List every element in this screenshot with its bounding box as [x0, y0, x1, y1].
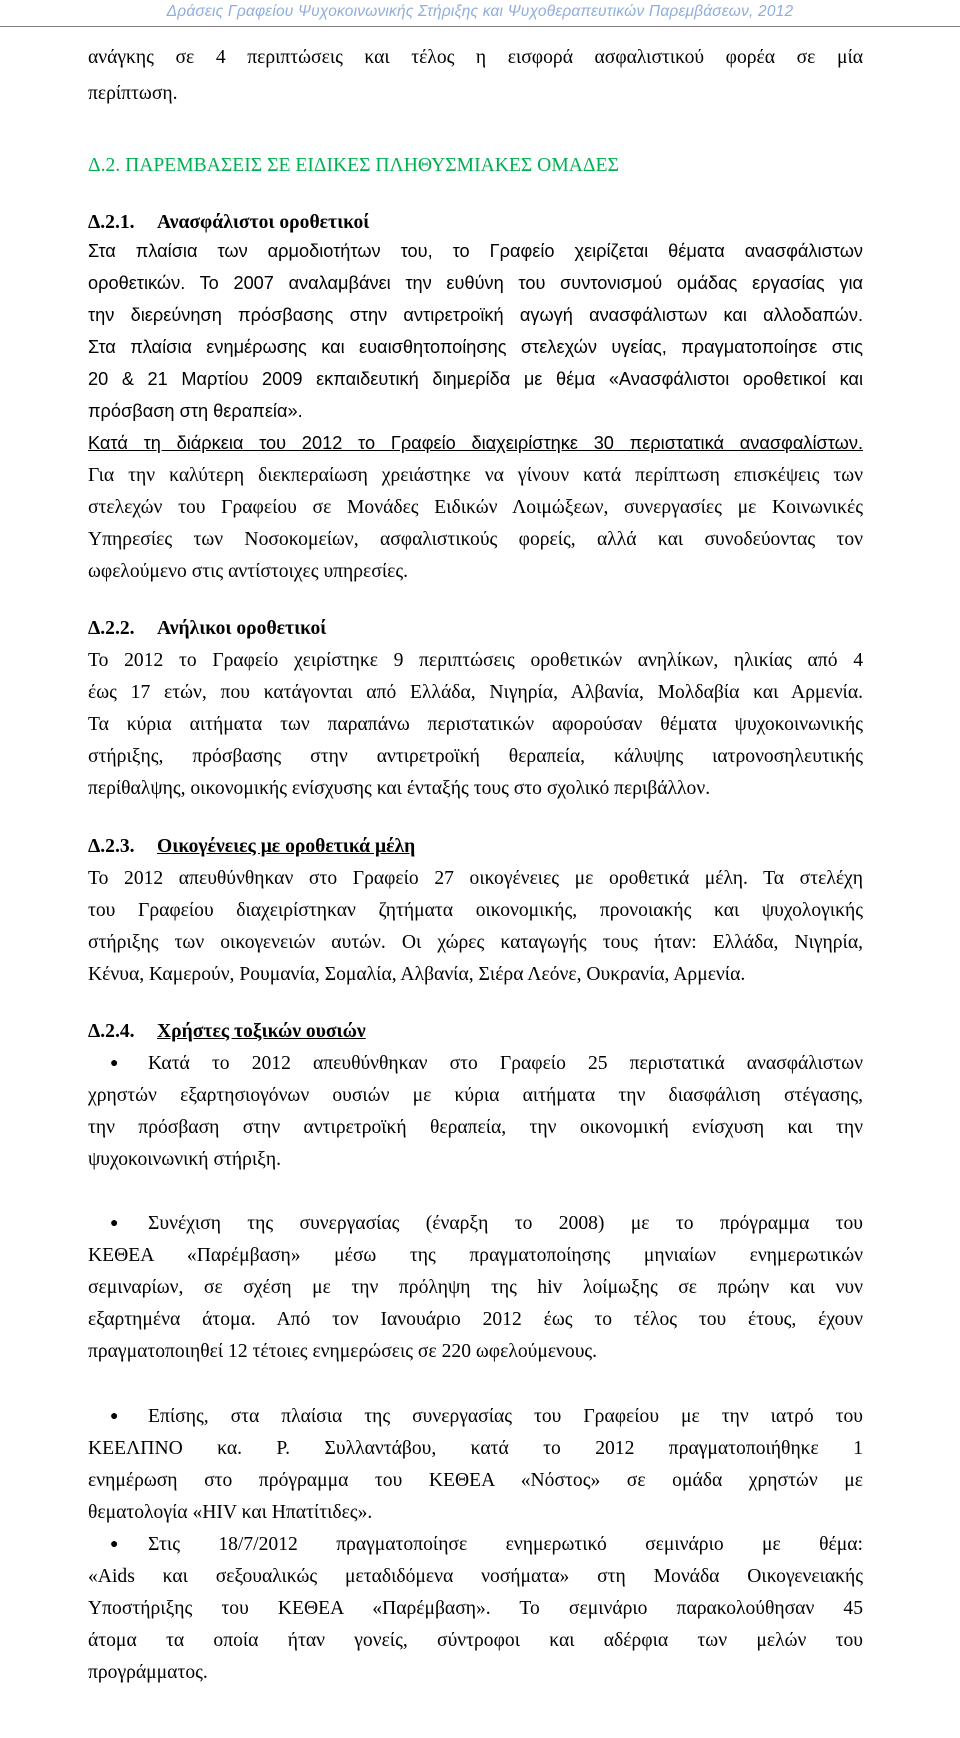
bullet-dot-icon: ● — [110, 1409, 119, 1424]
paragraph-line: Συνέχιση της συνεργασίας (έναρξη το 2008) με το πρόγραμμα του — [148, 1213, 863, 1234]
paragraph-line: ΚΕΘΕΑ «Παρέμβαση» μέσω της πραγματοποίησης μηνιαίων ενημερωτικών — [88, 1245, 863, 1266]
paragraph-line: ΚΕΕΛΠΝΟ κα. Ρ. Συλλαντάβου, κατά το 2012 πραγματοποιήθηκε 1 — [88, 1438, 863, 1459]
paragraph-line: Στις 18/7/2012 πραγματοποίησε ενημερωτικό σεμινάριο με θέμα: — [148, 1534, 863, 1555]
paragraph-line: Το 2012 απευθύνθηκαν στο Γραφείο 27 οικογένειες με οροθετικά μέλη. Τα στελέχη — [88, 868, 863, 889]
bullet-dot-icon: ● — [110, 1216, 119, 1231]
paragraph-line: εξαρτημένα άτομα. Από τον Ιανουάριο 2012 έως το τέλος του έτους, έχουν — [88, 1309, 863, 1330]
running-header: Δράσεις Γραφείου Ψυχοκοινωνικής Στήριξης και Ψυχοθεραπευτικών Παρεμβάσεων, 2012 — [166, 3, 794, 20]
paragraph-line: ψυχοκοινωνική στήριξη. — [88, 1149, 282, 1170]
paragraph-line: την διερεύνηση πρόσβασης στην αντιρετροϊκή αγωγή ανασφάλιστων και αλλοδαπών. — [88, 305, 863, 325]
paragraph-line: ωφελούμενο στις αντίστοιχες υπηρεσίες. — [88, 561, 409, 582]
subsection-title: Ανήλικοι οροθετικοί — [157, 618, 327, 639]
subsection-number: Δ.2.3. — [88, 836, 135, 857]
bullet-dot-icon: ● — [110, 1537, 119, 1552]
paragraph-line: πρόσβαση στη θεραπεία». — [88, 401, 303, 421]
subsection-title: Οικογένειες με οροθετικά μέλη — [157, 836, 416, 857]
paragraph-line: Επίσης, στα πλαίσια της συνεργασίας του Γραφείου με την ιατρό του — [148, 1406, 863, 1427]
paragraph-line: οροθετικών. Το 2007 αναλαμβάνει την ευθύνη του συντονισμού ομάδας εργασίας για — [88, 273, 863, 293]
section-title: Δ.2. ΠΑΡΕΜΒΑΣΕΙΣ ΣΕ ΕΙΔΙΚΕΣ ΠΛΗΘΥΣΜΙΑΚΕΣ ΟΜΑΔΕΣ — [88, 155, 619, 176]
header-rule — [0, 26, 960, 27]
paragraph-line: στήριξης, πρόσβασης στην αντιρετροϊκή θεραπεία, κάλυψης ιατρονοσηλευτικής — [88, 746, 863, 767]
paragraph-line: στήριξης των οικογενειών αυτών. Οι χώρες καταγωγής τους ήταν: Ελλάδα, Νιγηρία, — [88, 932, 863, 953]
paragraph-line: την πρόσβαση στην αντιρετροϊκή θεραπεία, την οικονομική ενίσχυση και την — [88, 1117, 863, 1138]
paragraph-line: του Γραφείου διαχειρίστηκαν ζητήματα οικονομικής, προνοιακής και ψυχολογικής — [88, 900, 863, 921]
paragraph-line: έως 17 ετών, που κατάγονται από Ελλάδα, Νιγηρία, Αλβανία, Μολδαβία και Αρμενία. — [88, 682, 863, 703]
paragraph-line: πραγματοποιηθεί 12 τέτοιες ενημερώσεις σε 220 ωφελούμενους. — [88, 1341, 598, 1362]
paragraph-line: Κατά τη διάρκεια του 2012 το Γραφείο διαχειρίστηκε 30 περιστατικά ανασφαλίστων. — [88, 433, 863, 453]
subsection-number: Δ.2.2. — [88, 618, 135, 639]
paragraph-line: Υπηρεσίες των Νοσοκομείων, ασφαλιστικούς φορείς, αλλά και συνοδεύοντας τον — [88, 529, 863, 550]
paragraph-line: Στα πλαίσια ενημέρωσης και ευαισθητοποίησης στελεχών υγείας, πραγματοποίησε στις — [88, 337, 863, 357]
paragraph-line: προγράμματος. — [88, 1662, 208, 1683]
paragraph-line: στελεχών του Γραφείου σε Μονάδες Ειδικών Λοιμώξεων, συνεργασίες με Κοινωνικές — [88, 497, 863, 518]
subsection-number: Δ.2.1. — [88, 212, 135, 233]
subsection-title: Χρήστες τοξικών ουσιών — [157, 1021, 366, 1042]
paragraph-line: Για την καλύτερη διεκπεραίωση χρειάστηκε να γίνουν κατά περίπτωση επισκέψεις των — [88, 465, 863, 486]
paragraph-line: περίθαλψης, οικονομικής ενίσχυσης και ένταξής τους στο σχολικό περιβάλλον. — [88, 778, 711, 799]
paragraph-line: χρηστών εξαρτησιογόνων ουσιών με κύρια αιτήματα την διασφάλιση στέγασης, — [88, 1085, 863, 1106]
paragraph-line: Το 2012 το Γραφείο χειρίστηκε 9 περιπτώσεις οροθετικών ανηλίκων, ηλικίας από 4 — [88, 650, 863, 671]
paragraph-line: Κένυα, Καμερούν, Ρουμανία, Σομαλία, Αλβανία, Σιέρα Λεόνε, Ουκρανία, Αρμενία. — [88, 964, 746, 985]
subsection-title: Ανασφάλιστοι οροθετικοί — [157, 212, 370, 233]
paragraph-line: Υποστήριξης του ΚΕΘΕΑ «Παρέμβαση». Το σεμινάριο παρακολούθησαν 45 — [88, 1598, 863, 1619]
paragraph-line: άτομα τα οποία ήταν γονείς, σύντροφοι και αδέρφια των μελών του — [88, 1630, 863, 1651]
paragraph-line: ενημέρωση στο πρόγραμμα του ΚΕΘΕΑ «Νόστος» σε ομάδα χρηστών με — [88, 1470, 863, 1491]
paragraph-line: Κατά το 2012 απευθύνθηκαν στο Γραφείο 25 περιστατικά ανασφάλιστων — [148, 1053, 863, 1074]
paragraph-line: Στα πλαίσια των αρμοδιοτήτων του, το Γραφείο χειρίζεται θέματα ανασφάλιστων — [88, 241, 863, 261]
paragraph-line: θεματολογία «HIV και Ηπατίτιδες». — [88, 1502, 373, 1523]
paragraph-line: σεμιναρίων, σε σχέση με την πρόληψη της hiv λοίμωξης σε πρώην και νυν — [88, 1277, 863, 1298]
bullet-dot-icon: ● — [110, 1056, 119, 1071]
subsection-number: Δ.2.4. — [88, 1021, 135, 1042]
paragraph-line: Τα κύρια αιτήματα των παραπάνω περιστατικών αφορούσαν θέματα ψυχοκοινωνικής — [88, 714, 863, 735]
paragraph-line: ανάγκης σε 4 περιπτώσεις και τέλος η εισφορά ασφαλιστικού φορέα σε μία — [88, 47, 863, 68]
paragraph-line: «Aids και σεξουαλικώς μεταδιδόμενα νοσήματα» στη Μονάδα Οικογενειακής — [88, 1566, 863, 1587]
paragraph-line: περίπτωση. — [88, 83, 178, 104]
paragraph-line: 20 & 21 Μαρτίου 2009 εκπαιδευτική διημερίδα με θέμα «Ανασφάλιστοι οροθετικοί και — [88, 369, 863, 389]
